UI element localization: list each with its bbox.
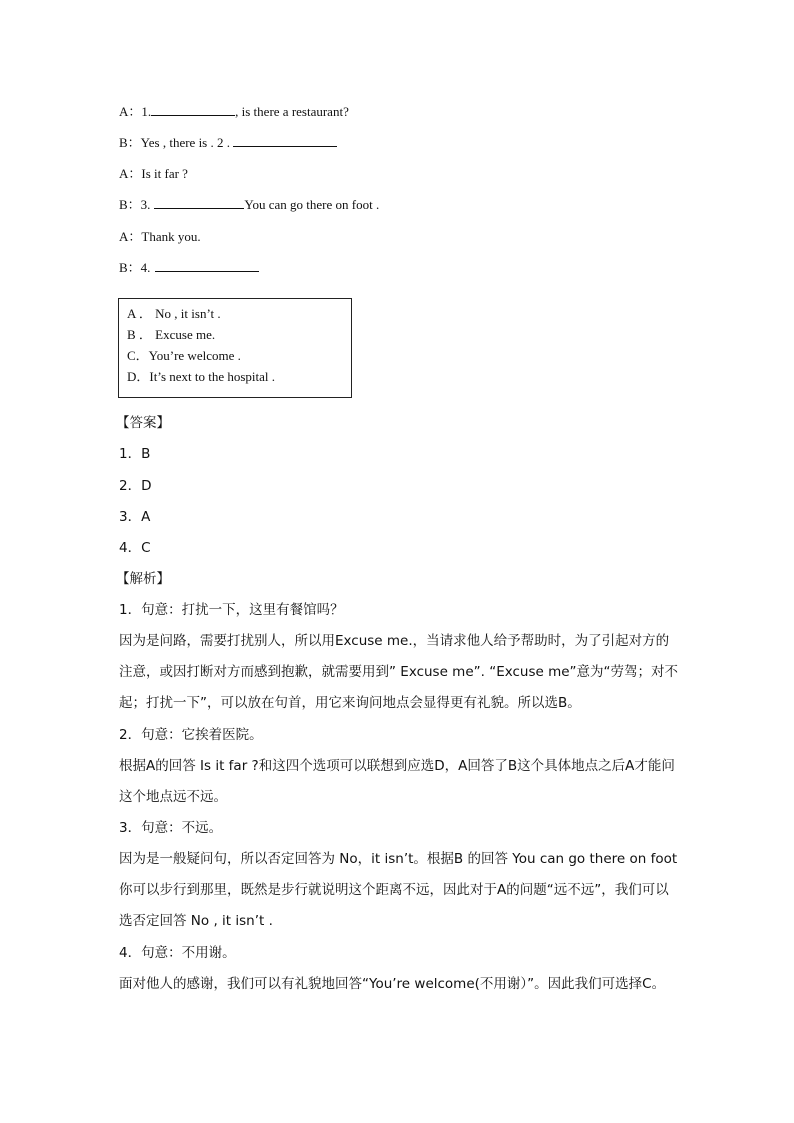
dialogue-line-1-prefix: A：1. [119, 104, 152, 119]
option-a: A ． No , it isn’t . [127, 306, 221, 321]
option-b: B ． Excuse me. [127, 327, 216, 342]
options-box [118, 298, 352, 398]
answer-item-3: 3．A [119, 509, 151, 525]
answer-item-4: 4．C [119, 540, 151, 556]
answer-item-2: 2．D [119, 478, 152, 494]
dialogue-line-2-prefix: B：Yes , there is . 2 . [119, 135, 230, 150]
analysis-heading: 【解析】 [116, 571, 170, 587]
analysis-1-title: 1．句意：打扰一下，这里有餐馆吗？ [119, 602, 344, 618]
answer-blank-4 [155, 259, 259, 272]
dialogue-line-6 [119, 259, 259, 277]
answer-blank-3 [154, 196, 244, 209]
answer-item-1: 1．B [119, 446, 151, 462]
dialogue-line-6-prefix: B：4. [119, 260, 151, 275]
dialogue-line-5: A：Thank you. [119, 229, 201, 244]
answer-blank-1 [151, 103, 235, 116]
analysis-4-body: 面对他人的感谢，我们可以有礼貌地回答“You’re welcome(不用谢）”。因此我们可选择C。 [119, 976, 666, 992]
dialogue-line-4-prefix: B：3. [119, 197, 151, 212]
answer-heading: 【答案】 [116, 415, 170, 431]
analysis-4-title: 4．句意：不用谢。 [119, 945, 236, 961]
dialogue-line-4-suffix: You can go there on foot . [244, 197, 380, 212]
dialogue-line-4 [119, 196, 379, 214]
option-c: C．You’re welcome . [127, 348, 241, 363]
analysis-2-body: 根据A的回答 Is it far ?和这四个选项可以联想到应选D，A回答了B这个具体地点之后A才能问这个地点远不远。 [119, 758, 675, 805]
dialogue-line-1 [119, 103, 349, 121]
option-d: D．It’s next to the hospital . [127, 369, 276, 384]
analysis-3-body: 因为是一般疑问句，所以否定回答为 No，it isn’t。根据B 的回答 You can go there on foot你可以步行到那里，既然是步行就说明这个距离不远，因此对于A的问题“远不远”，我们可以选否定回答 No , it isn’t . [119, 851, 678, 929]
analysis-3-title: 3．句意：不远。 [119, 820, 223, 836]
analysis-2-title: 2．句意：它挨着医院。 [119, 727, 263, 743]
answer-blank-2 [233, 134, 337, 147]
dialogue-line-2 [119, 134, 337, 152]
analysis-1-body: 因为是问路，需要打扰别人，所以用Excuse me.，当请求他人给予帮助时，为了引起对方的注意，或因打断对方而感到抱歉，就需要用到” Excuse me”. “Excuse me”意为“劳驾；对不起；打扰一下”，可以放在句首，用它来询问地点会显得更有礼貌。所以选B。 [119, 633, 679, 711]
dialogue-line-1-suffix: , is there a restaurant? [235, 104, 349, 119]
dialogue-line-3: A：Is it far ? [119, 166, 188, 181]
